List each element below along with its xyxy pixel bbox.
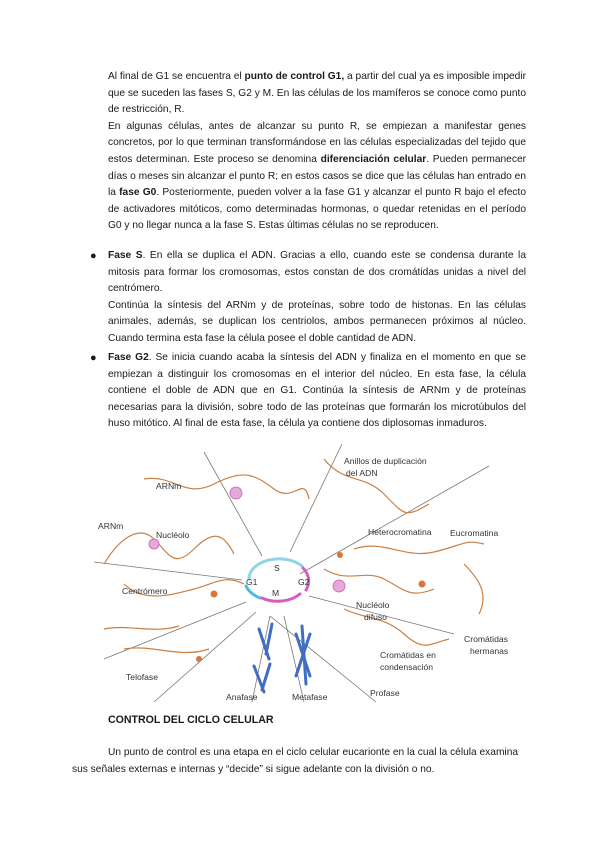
chromosomes — [254, 624, 310, 692]
fase-g2-paragraph: Fase G2. Se inicia cuando acaba la síntesis del ADN y finaliza en el momento en que se empiezan a distinguir los cromosomas en el interior del núcleo. En esta fase, la célula contiene el doble de ADN que en G1. Continúa la síntesis de ARNm y de proteínas necesarias para la división, sobre todo de las proteínas que formarán los microtúbulos del huso mitótico. Al final de esta fase, la célula ya contiene dos diplosomas inmaduros. — [108, 352, 526, 430]
g1-paragraph: Al final de G1 se encuentra el punto de control G1, a partir del cual ya es imposible impedir que se suceden las fases S, G2 y M. En las células de los mamíferos se conoce como punto de restricción, R. En algunas células, antes de alcanzar su punto R, se empiezan a manifestar genes concretos, por lo que terminan transformándose en las células especializadas del tejido que estos determinan. Este proceso se denomina diferenciación celular. Pueden permanecer días o meses sin alcanzar el punto R; en estos casos se dice que las células han entrado en la fase G0. Posteriormente, pueden volver a la fase G1 y alcanzar el punto R bajo el efecto de activadores mitóticos, como determinadas hormonas, o quedar retenidas en el período G0 y no llegar nunca a la fase S. Estas últimas células no se reproducen. — [108, 71, 527, 232]
fase-s-paragraph: Fase S. En ella se duplica el ADN. Gracias a ello, cuando este se condensa durante la mitosis para formar los cromosomas, estos constan de dos cromátidas unidas a nivel del centrómero. Continúa la síntesis del ARNm y de proteínas, sobre todo de histonas. En las células animales, además, se duplican los centriolos, ambos permanecen próximos al núcleo. Cuando termina esta fase la célula posee el doble cantidad de ADN. — [108, 250, 526, 344]
nucleoli — [149, 487, 426, 662]
label-arnm-top: ARNm — [156, 481, 182, 491]
label-cromatidas-1: Cromátidas — [464, 634, 508, 644]
bullet-fase-g2: ● — [90, 352, 97, 364]
label-cromatidas-cond-2: condensación — [380, 662, 434, 672]
label-g1: G1 — [246, 577, 258, 587]
label-profase: Profase — [370, 688, 400, 698]
label-anillos-2: del ADN — [346, 468, 378, 478]
label-s: S — [274, 563, 280, 573]
label-eucromatina: Eucromatina — [450, 528, 499, 538]
label-g2: G2 — [298, 577, 310, 587]
label-heterocromatina: Heterocromatina — [368, 527, 432, 537]
label-anillos-1: Anillos de duplicación — [344, 456, 427, 466]
cell-cycle-diagram — [84, 444, 524, 706]
label-nucleolo-difuso-1: Nucléolo — [356, 600, 390, 610]
label-nucleolo: Nucléolo — [156, 530, 190, 540]
label-cromatidas-cond-1: Cromátidas en — [380, 650, 436, 660]
label-anafase: Anafase — [226, 692, 258, 702]
label-arnm-left: ARNm — [98, 521, 124, 531]
section-title: CONTROL DEL CICLO CELULAR — [108, 714, 274, 726]
label-metafase: Metafase — [292, 692, 328, 702]
label-centromero: Centrómero — [122, 586, 168, 596]
label-m: M — [272, 588, 280, 598]
label-telofase: Telofase — [126, 672, 159, 682]
label-cromatidas-2: hermanas — [470, 646, 509, 656]
bullet-fase-s: ● — [90, 250, 97, 262]
label-nucleolo-difuso-2: difuso — [364, 612, 387, 622]
control-paragraph: Un punto de control es una etapa en el ciclo celular eucarionte en la cual la célula examina sus señales externas e internas y “decide” si sigue adelante con la división o no. — [72, 747, 519, 775]
